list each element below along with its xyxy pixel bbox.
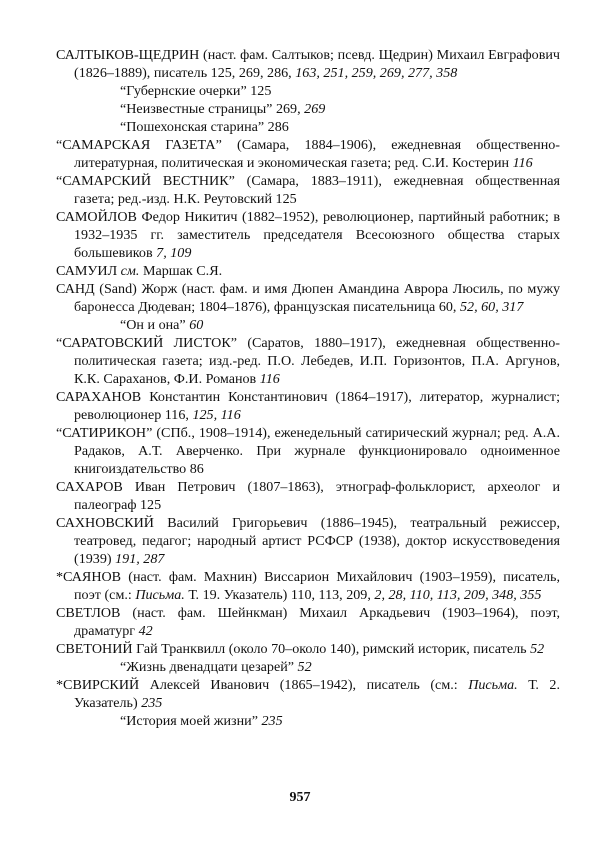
index-subentry — [56, 316, 560, 334]
italic-text: см. — [120, 263, 140, 279]
index-entry — [56, 388, 560, 424]
index-entry — [56, 262, 560, 280]
index-entry — [56, 676, 560, 712]
text-run: “САТИРИКОН” (СПб., 1908–1914), еженедельный сатирический журнал; ред. А.А. Радаков, А.Т. Аверченко. При журнале функционировало одноименное книгоиздательство 86 — [56, 425, 560, 477]
text-run: СВЕТЛОВ (наст. фам. Шейнкман) Михаил Аркадьевич (1903–1964), поэт, драматург — [56, 605, 560, 639]
italic-text: 7, 109 — [156, 245, 192, 261]
text-run: Т. 2. Указатель) — [74, 677, 561, 711]
text-run: Т. 19. Указатель) 110, 113, 209, — [184, 587, 375, 603]
text-run: “История моей жизни” — [120, 713, 262, 729]
index-subentry — [56, 118, 560, 136]
text-run: Маршак С.Я. — [139, 263, 223, 279]
italic-text: 163, 251, 259, 269, 277, 358 — [295, 65, 458, 81]
index-entry — [56, 46, 560, 82]
italic-text: 42 — [138, 623, 153, 639]
index-entry — [56, 172, 560, 208]
text-run: САМУИЛ — [56, 263, 121, 279]
italic-text: Письма. — [468, 677, 518, 693]
text-run: “САМАРСКИЙ ВЕСТНИК” (Самара, 1883–1911), ежедневная общественная газета; ред.-изд. Н.К. Реутовский 125 — [56, 173, 560, 207]
index-subentry — [56, 100, 560, 118]
italic-text: 235 — [261, 713, 283, 729]
index-entry — [56, 514, 560, 568]
text-run: САЛТЫКОВ-ЩЕДРИН (наст. фам. Салтыков; псевд. Щедрин) Михаил Евграфович (1826–1889), писатель 125, 269, 286, — [56, 47, 560, 81]
index-subentry — [56, 712, 560, 730]
italic-text: Письма. — [135, 587, 185, 603]
index-subentry — [56, 658, 560, 676]
text-run: “Неизвестные страницы” 269, — [120, 101, 305, 117]
italic-text: 52 — [297, 659, 312, 675]
page-number: 957 — [289, 790, 311, 805]
text-run: САРАХАНОВ Константин Константинович (1864–1917), литератор, журналист; революционер 116, — [56, 389, 560, 423]
text-run: “Он и она” — [120, 317, 190, 333]
index-entry — [56, 136, 560, 172]
italic-text: 60 — [189, 317, 204, 333]
italic-text: 235 — [141, 695, 163, 711]
text-run: *СВИРСКИЙ Алексей Иванович (1865–1942), писатель (см.: — [56, 677, 469, 693]
italic-text: 52 — [530, 641, 545, 657]
index-list — [56, 46, 560, 730]
index-entry — [56, 604, 560, 640]
index-entry — [56, 424, 560, 478]
italic-text: 52, 60, 317 — [459, 299, 524, 315]
italic-text: 116 — [259, 371, 280, 387]
italic-text: 269 — [304, 101, 326, 117]
index-entry — [56, 478, 560, 514]
index-entry — [56, 208, 560, 262]
text-run: САМОЙЛОВ Федор Никитич (1882–1952), революционер, партийный работник; в 1932–1935 гг. заместитель председателя Всесоюзного общества старых большевиков — [56, 209, 560, 261]
text-run: “САМАРСКАЯ ГАЗЕТА” (Самара, 1884–1906), ежедневная общественно-литературная, политическая и экономическая газета; ред. С.И. Костерин — [56, 137, 560, 171]
italic-text: 2, 28, 110, 113, 209, 348, 355 — [374, 587, 542, 603]
text-run: САХНОВСКИЙ Василий Григорьевич (1886–1945), театральный режиссер, театровед, педагог; народный артист РСФСР (1938), доктор искусствоведения (1939) — [56, 515, 560, 567]
italic-text: 116 — [512, 155, 533, 171]
text-run: “САРАТОВСКИЙ ЛИСТОК” (Саратов, 1880–1917), ежедневная общественно-политическая газета; изд.-ред. П.О. Лебедев, И.П. Горизонтов, П.А. Аргунов, К.К. Сараханов, Ф.И. Романов — [56, 335, 560, 387]
italic-text: 125, 116 — [192, 407, 241, 423]
text-run: САХАРОВ Иван Петрович (1807–1863), этнограф-фольклорист, археолог и палеограф 125 — [56, 479, 560, 513]
index-entry — [56, 640, 560, 658]
index-entry — [56, 568, 560, 604]
index-subentry — [56, 82, 560, 100]
text-run: “Губернские очерки” 125 — [120, 83, 272, 99]
text-run: *САЯНОВ (наст. фам. Махнин) Виссарион Михайлович (1903–1959), писатель, поэт (см.: — [56, 569, 560, 603]
text-run: САНД (Sand) Жорж (наст. фам. и имя Дюпен Амандина Аврора Люсиль, по мужу баронесса Дюдеван; 1804–1876), французская писательница 60, — [56, 281, 560, 315]
text-run: “Пошехонская старина” 286 — [120, 119, 289, 135]
index-entry — [56, 280, 560, 316]
text-run: СВЕТОНИЙ Гай Транквилл (около 70–около 140), римский историк, писатель — [56, 641, 531, 657]
text-run: “Жизнь двенадцати цезарей” — [120, 659, 298, 675]
index-entry — [56, 334, 560, 388]
italic-text: 191, 287 — [115, 551, 165, 567]
